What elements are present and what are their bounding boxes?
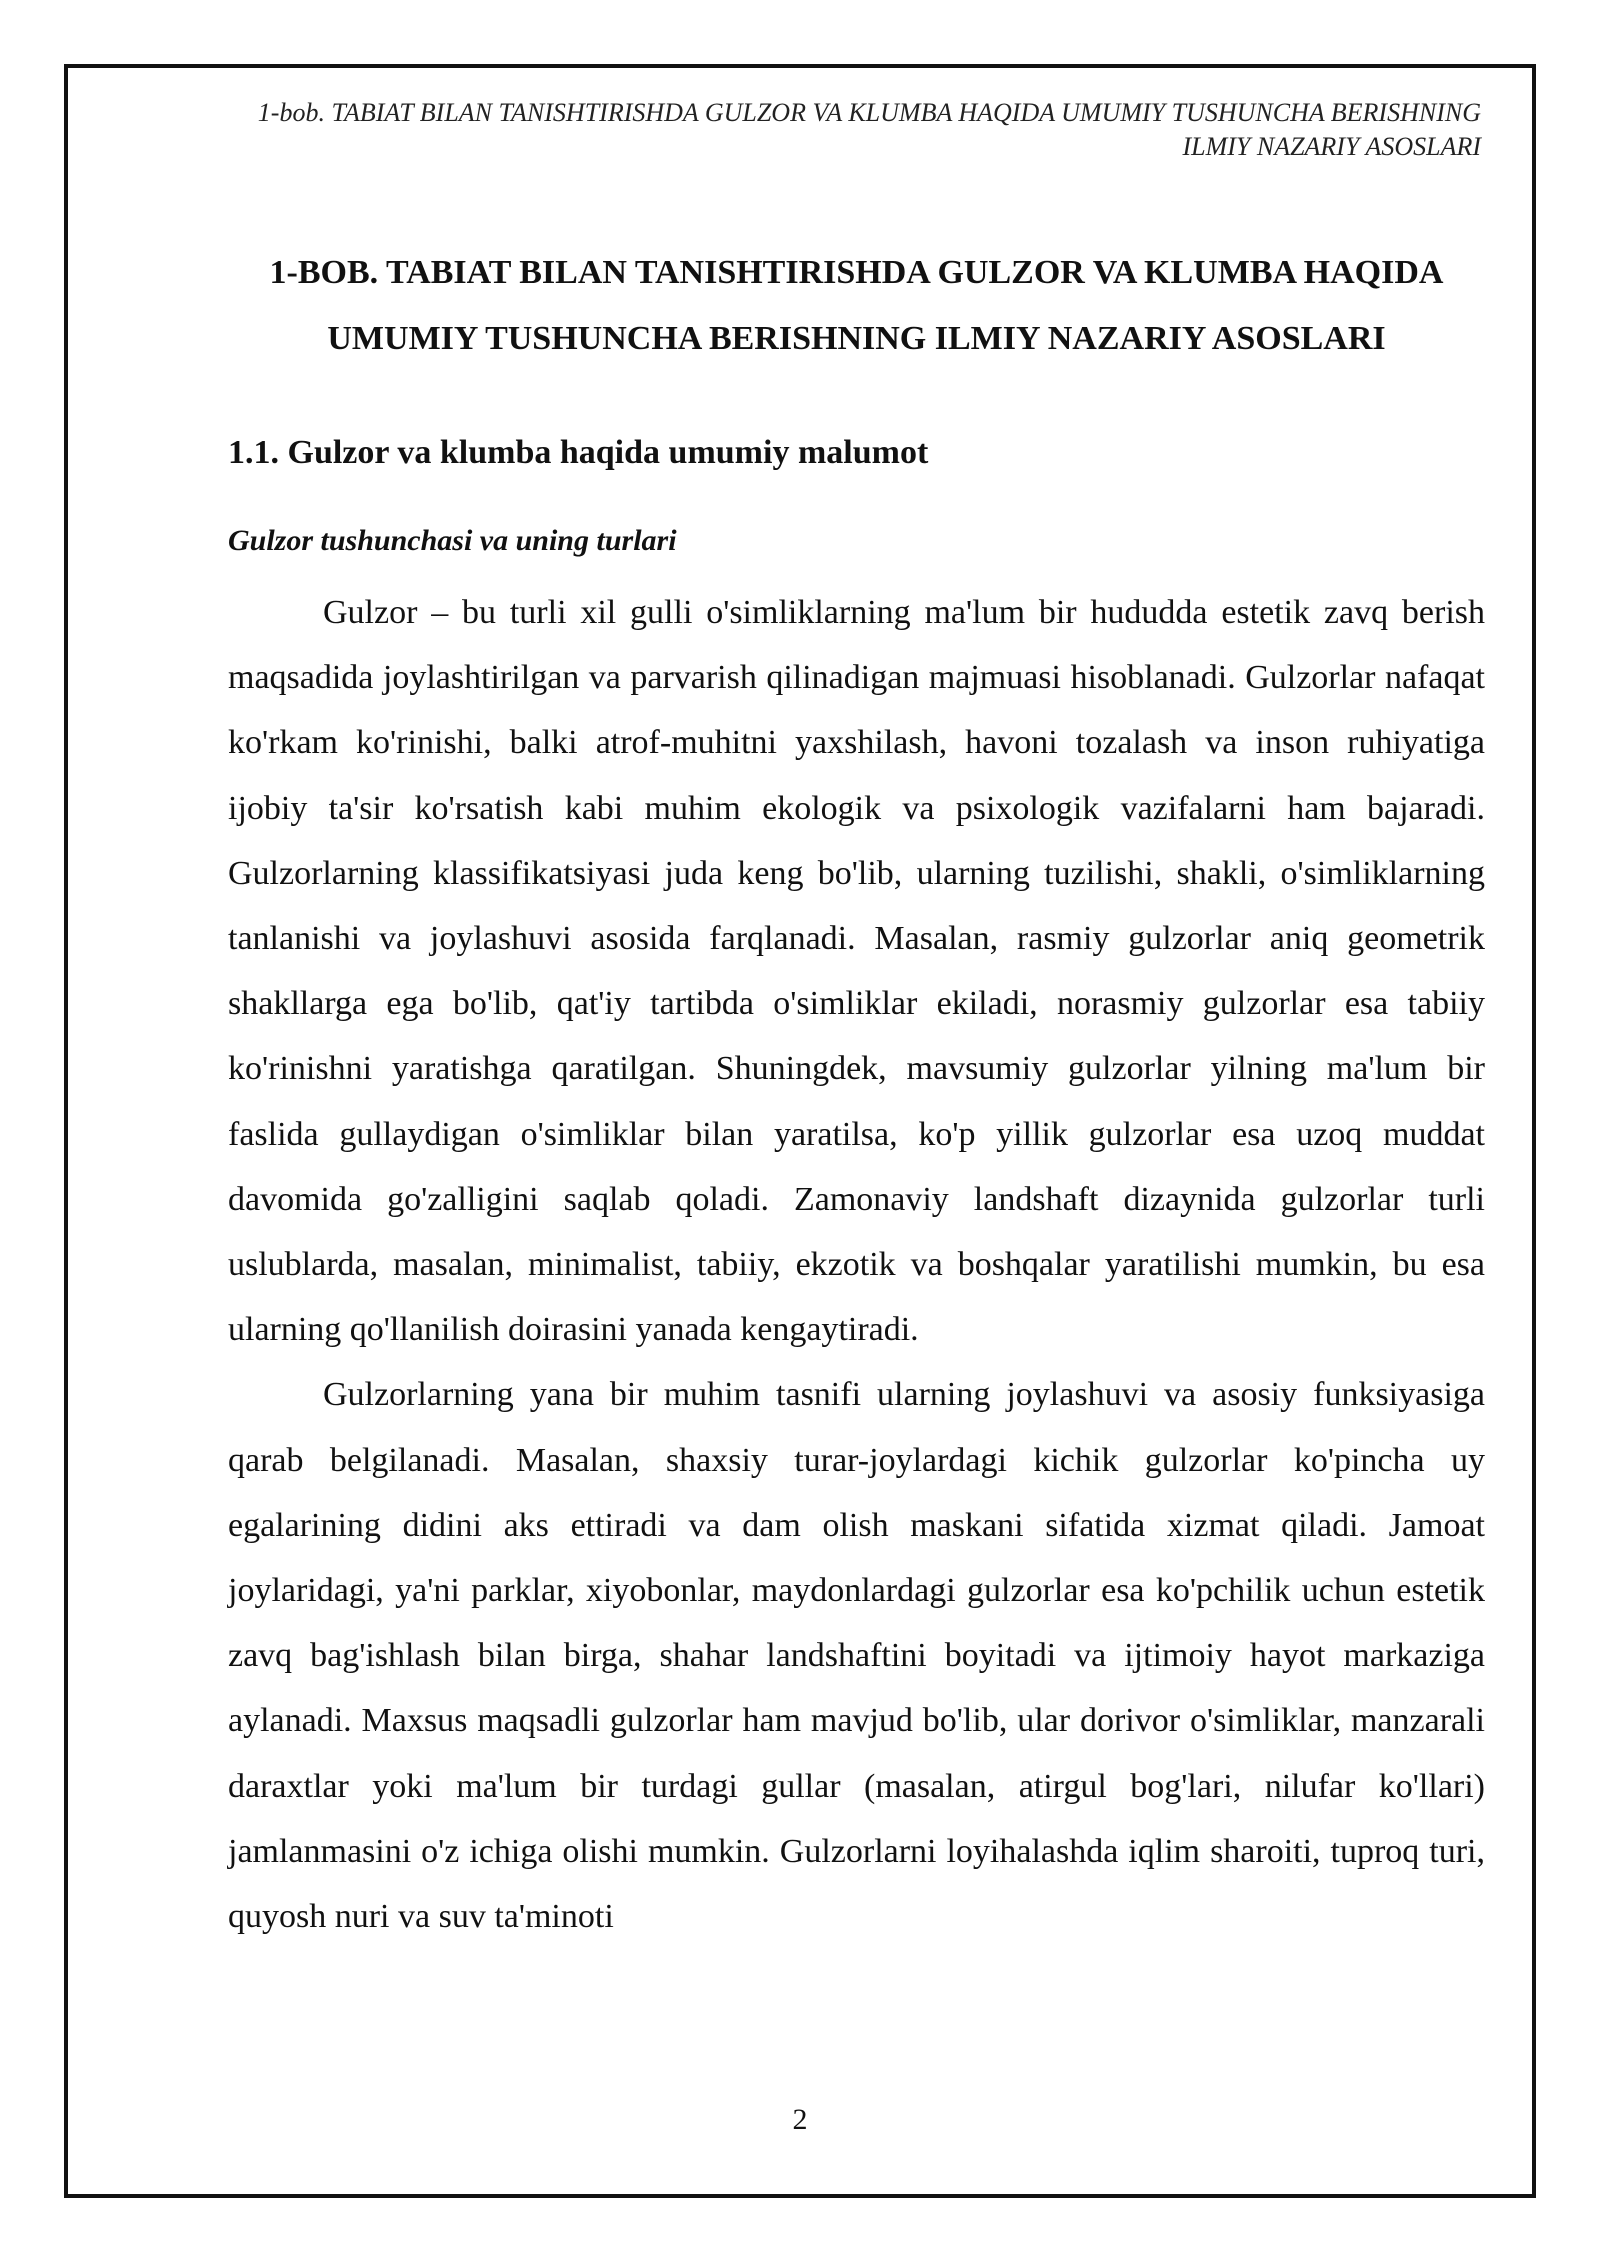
page-content bbox=[228, 240, 1485, 1949]
section-title: 1.1. Gulzor va klumba haqida umumiy malumot bbox=[228, 434, 929, 471]
page-number: 2 bbox=[792, 2103, 808, 2136]
running-header: 1-bob. TABIAT BILAN TANISHTIRISHDA GULZOR VA KLUMBA HAQIDA UMUMIY TUSHUNCHA BERISHNING ILMIY NAZARIY ASOSLARI bbox=[257, 98, 1481, 161]
subsection-title: Gulzor tushunchasi va uning turlari bbox=[228, 524, 677, 557]
body-paragraph: Gulzorlarning yana bir muhim tasnifi ularning joylashuvi va asosiy funksiyasiga qarab belgilanadi. Masalan, shaxsiy turar-joylardagi kichik gulzorlar ko'pincha uy egalarining didini aks ettiradi va dam olish maskani sifatida xizmat qiladi. Jamoat joylaridagi, ya'ni parklar, xiyobonlar, maydonlardagi gulzorlar esa ko'pchilik uchun estetik zavq bag'ishlash bilan birga, shahar landshaftini boyitadi va ijtimoiy hayot markaziga aylanadi. Maxsus maqsadli gulzorlar ham mavjud bo'lib, ular dorivor o'simliklar, manzarali daraxtlar yoki ma'lum bir turdagi gullar (masalan, atirgul bog'lari, nilufar ko'llari) jamlanmasini o'z ichiga olishi mumkin. Gulzorlarni loyihalashda iqlim sharoiti, tuproq turi, quyosh nuri va suv ta'minoti bbox=[228, 1376, 1485, 1936]
body-paragraph: Gulzor – bu turli xil gulli o'simliklarning ma'lum bir hududda estetik zavq berish maqsadida joylashtirilgan va parvarish qilinadigan majmuasi hisoblanadi. Gulzorlar nafaqat ko'rkam ko'rinishi, balki atrof-muhitni yaxshilash, havoni tozalash va inson ruhiyatiga ijobiy ta'sir ko'rsatish kabi muhim ekologik va psixologik vazifalarni ham bajaradi. Gulzorlarning klassifikatsiyasi juda keng bo'lib, ularning tuzilishi, shakli, o'simliklarning tanlanishi va joylashuvi asosida farqlanadi. Masalan, rasmiy gulzorlar aniq geometrik shakllarga ega bo'lib, qat'iy tartibda o'simliklar ekiladi, norasmiy gulzorlar esa tabiiy ko'rinishni yaratishga qaratilgan. Shuningdek, mavsumiy gulzorlar yilning ma'lum bir faslida gullaydigan o'simliklar bilan yaratilsa, ko'p yillik gulzorlar esa uzoq muddat davomida go'zalligini saqlab qoladi. Zamonaviy landshaft dizaynida gulzorlar turli uslublarda, masalan, minimalist, tabiiy, ekzotik va boshqalar yaratilishi mumkin, bu esa ularning qo'llanilish doirasini yanada kengaytiradi. bbox=[228, 594, 1485, 1349]
chapter-title: 1-BOB. TABIAT BILAN TANISHTIRISHDA GULZOR VA KLUMBA HAQIDA UMUMIY TUSHUNCHA BERISHNING ILMIY NAZARIY ASOSLARI bbox=[269, 254, 1444, 357]
